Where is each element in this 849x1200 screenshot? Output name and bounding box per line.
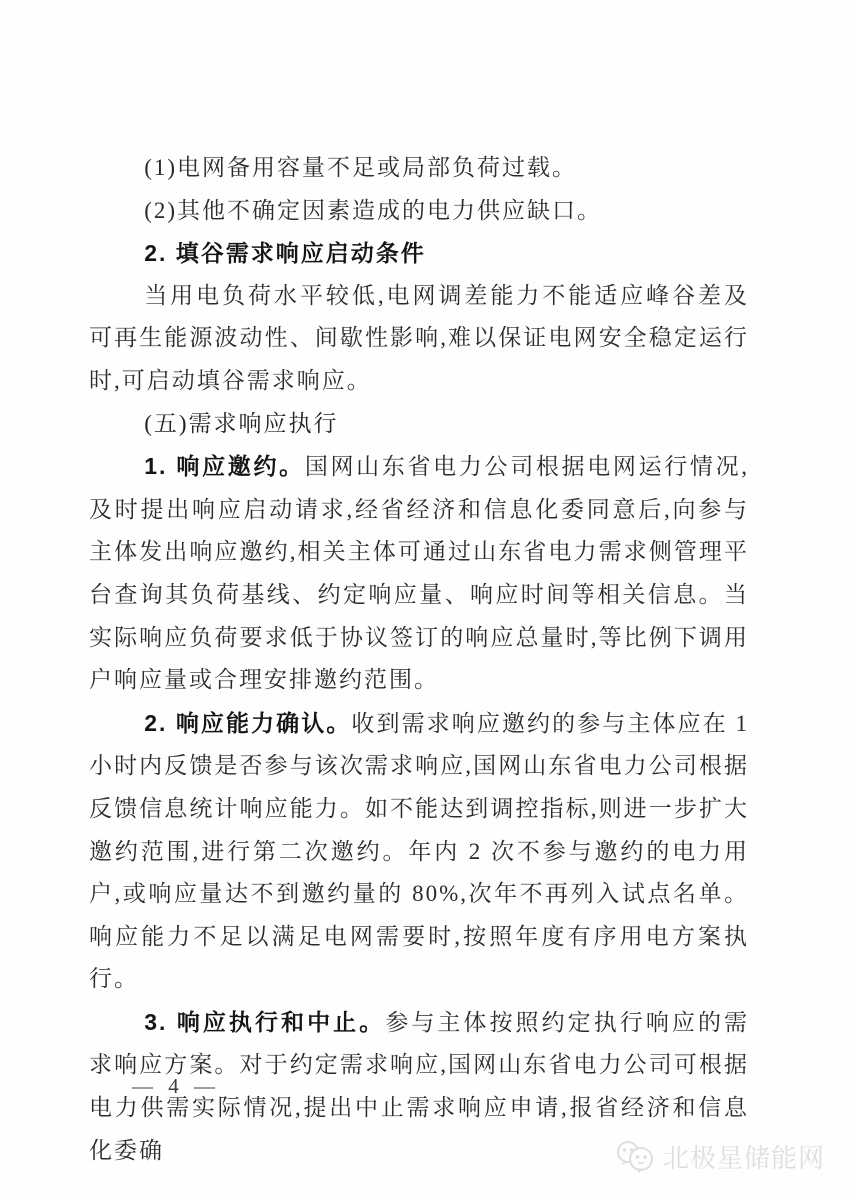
paragraph: 2. 填谷需求响应启动条件 (144, 240, 426, 267)
paragraph: 2. 响应能力确认。收到需求响应邀约的参与主体应在 1 小时内反馈是否参与该次需求响应,国网山东省电力公司根据反馈信息统计响应能力。如不能达到调控指标,则进一步扩大邀约范围,进行第二次邀约。年内 2 次不参与邀约的电力用户,或响应量达不到邀约量的 80%,次年不再列入试点名单。响应能力不足以满足电网需要时,按照年度有序用电方案执行。 (89, 709, 749, 992)
paragraph: (1)电网备用容量不足或局部负荷过载。 (144, 155, 578, 180)
paragraph: (五)需求响应执行 (144, 410, 339, 436)
paragraph: (2)其他不确定因素造成的电力供应缺口。 (144, 197, 603, 223)
document-body (89, 147, 749, 1172)
paragraph-bold-lead: 1. 响应邀约。 (144, 453, 305, 480)
paragraph: 1. 响应邀约。国网山东省电力公司根据电网运行情况,及时提出响应启动请求,经省经济和信息化委同意后,向参与主体发出响应邀约,相关主体可通过山东省电力需求侧管理平台查询其负荷基线、约定响应量、响应时间等相关信息。当实际响应负荷要求低于协议签订的响应总量时,等比例下调用户响应量或合理安排邀约范围。 (89, 453, 750, 693)
paragraph: 3. 响应执行和中止。参与主体按照约定执行响应的需求响应方案。对于约定需求响应,国网山东省电力公司可根据电力供需实际情况,提出中止需求响应申请,报省经济和信息化委确 (89, 1008, 749, 1163)
watermark-text: 北极星储能网 (662, 1143, 825, 1173)
wechat-faces-icon (614, 1139, 656, 1175)
paragraph-bold-lead: 3. 响应执行和中止。 (144, 1008, 386, 1035)
watermark (614, 1138, 825, 1175)
page-number: — 4 — (132, 1074, 220, 1098)
paragraph-bold-lead: 2. 响应能力确认。 (144, 709, 352, 736)
paragraph: 当用电负荷水平较低,电网调差能力不能适应峰谷差及可再生能源波动性、间歇性影响,难以保证电网安全稳定运行时,可启动填谷需求响应。 (89, 282, 749, 393)
